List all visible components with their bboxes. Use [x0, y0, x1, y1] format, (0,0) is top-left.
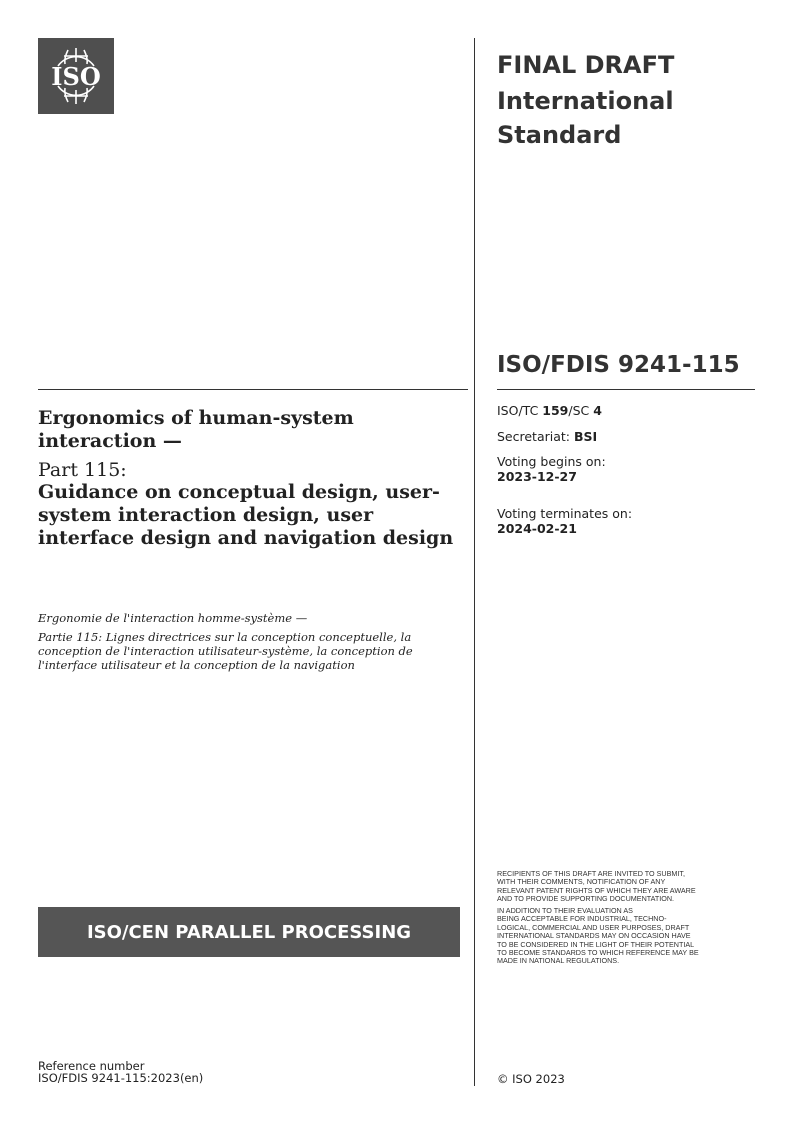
reference-label: Reference number [38, 1059, 145, 1073]
parallel-processing-banner: ISO/CEN PARALLEL PROCESSING [38, 907, 460, 957]
reference-value: ISO/FDIS 9241-115:2023(en) [38, 1071, 204, 1085]
voting-begins-label: Voting begins on: [497, 454, 606, 469]
committee-sc-label: /SC [568, 403, 594, 418]
copyright: © ISO 2023 [497, 1072, 565, 1086]
document-title: Ergonomics of human-system interaction — [38, 407, 354, 452]
vertical-divider [474, 38, 475, 1086]
committee-tc: 159 [542, 403, 569, 418]
voting-ends-label: Voting terminates on: [497, 506, 633, 521]
evaluation-notice: IN ADDITION TO THEIR EVALUATION AS BEING ACCEPTABLE FOR INDUSTRIAL, TECHNO- LOGICAL, COMMERCIAL AND USER PURPOSES, DRAFT INTERNATIONAL STANDARDS MAY ON OCCASION HAVE TO BE CONSIDERED IN THE LIGHT OF THEIR POTENTIAL TO BECOME STANDARDS TO WHICH REFERENCE MAY BE MADE IN NATIONAL REGULATIONS. [497, 906, 699, 966]
globe-icon [38, 38, 114, 114]
patent-notice: RECIPIENTS OF THIS DRAFT ARE INVITED TO SUBMIT, WITH THEIR COMMENTS, NOTIFICATION OF ANY RELEVANT PATENT RIGHTS OF WHICH THEY ARE AWARE AND TO PROVIDE SUPPORTING DOCUMENTATION. [497, 869, 696, 904]
secretariat-value: BSI [573, 429, 598, 444]
document-subtitle: Guidance on conceptual design, user-system interaction design, user interface design and navigation design [38, 481, 454, 549]
french-title: Ergonomie de l'interaction homme-système — [38, 611, 308, 625]
secretariat [497, 429, 597, 444]
voting-begins-date: 2023-12-27 [497, 469, 577, 484]
committee-sc: 4 [593, 403, 602, 418]
iso-logo [38, 38, 114, 114]
international-label: International [497, 87, 674, 115]
horizontal-divider-left [38, 389, 468, 390]
voting-ends-date: 2024-02-21 [497, 521, 577, 536]
french-subtitle: Partie 115: Lignes directrices sur la conception conceptuelle, la conception de l'interaction utilisateur-système, la conception de l'interface utilisateur et la conception de la navigation [38, 630, 413, 672]
standard-label: Standard [497, 121, 622, 149]
part-label: Part 115: [38, 459, 127, 481]
secretariat-label: Secretariat: [497, 429, 574, 444]
final-draft-label: FINAL DRAFT [497, 51, 675, 79]
voting-ends [497, 506, 632, 536]
committee [497, 403, 602, 418]
document-number: ISO/FDIS 9241-115 [497, 352, 740, 378]
voting-begins [497, 454, 606, 484]
committee-prefix: ISO/TC [497, 403, 543, 418]
svg-text:ISO: ISO [51, 62, 101, 91]
reference-number [38, 1060, 203, 1084]
horizontal-divider-right [497, 389, 755, 390]
